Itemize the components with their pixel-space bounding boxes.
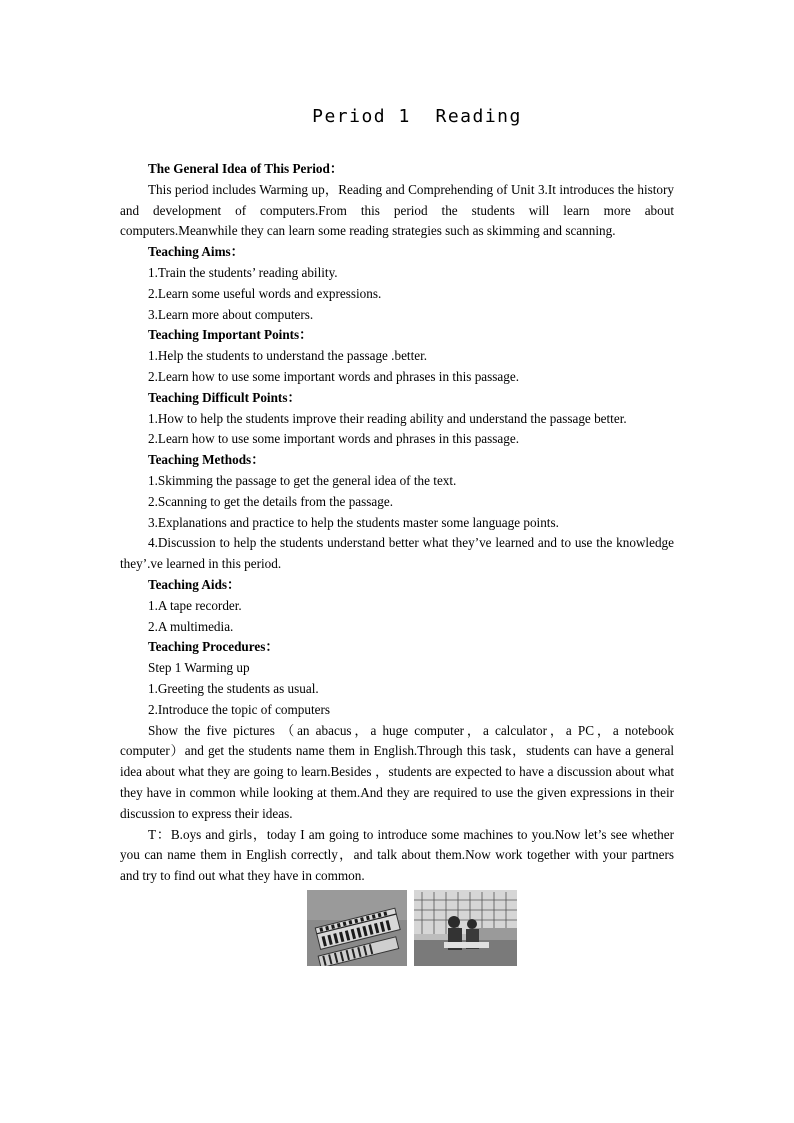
list-item: 1.A tape recorder.	[148, 597, 242, 613]
document-body	[120, 159, 674, 887]
teaching-aids-heading: Teaching Aids：	[148, 576, 241, 592]
teaching-aims-heading: Teaching Aims：	[148, 244, 244, 260]
list-item: 1.Train the students’ reading ability.	[148, 264, 338, 280]
page-title: Period 1 Reading	[312, 106, 522, 127]
list-item: 1.How to help the students improve their reading ability and understand the passage better.	[148, 410, 627, 426]
list-item: 2.Scanning to get the details from the passage.	[148, 493, 394, 509]
list-item: 1.Help the students to understand the passage .better.	[148, 348, 428, 364]
photo-strip	[307, 890, 517, 966]
general-idea-text: This period includes Warming up，Reading and Comprehending of Unit 3.It introduces the history and development of computers.From this period the students will learn more about computers.Meanwhile they can learn some reading strategies such as skimming and scanning.	[120, 181, 674, 239]
teaching-procedures-heading: Teaching Procedures：	[148, 639, 279, 655]
list-item: 3.Learn more about computers.	[148, 306, 314, 322]
list-item: 1.Greeting the students as usual.	[148, 680, 319, 696]
list-item: 2.Introduce the topic of computers	[148, 701, 331, 717]
step-label: Step 1 Warming up	[148, 660, 250, 676]
important-points-heading: Teaching Important Points：	[148, 327, 313, 343]
abacus-photo	[307, 890, 407, 966]
dialogue-paragraph: T：B.oys and girls，today I am going to introduce some machines to you.Now let’s see whether you can name them in English correctly，and talk about them.Now work together with your partners and try to find out what they have in common.	[120, 826, 674, 884]
early-computer-photo	[414, 890, 517, 966]
list-item: 2.Learn how to use some important words and phrases in this passage.	[148, 431, 520, 447]
list-item: 3.Explanations and practice to help the students master some language points.	[148, 514, 559, 530]
list-item: 2.Learn some useful words and expressions.	[148, 285, 382, 301]
list-item: 4.Discussion to help the students understand better what they’ve learned and to use the knowledge they’.ve learned in this period.	[120, 535, 674, 572]
list-item: 1.Skimming the passage to get the general idea of the text.	[148, 472, 457, 488]
list-item: 2.Learn how to use some important words and phrases in this passage.	[148, 368, 520, 384]
general-idea-heading: The General Idea of This Period：	[148, 161, 344, 176]
teaching-methods-heading: Teaching Methods：	[148, 452, 265, 468]
procedure-paragraph: Show the five pictures （an abacus，a huge computer，a calculator，a PC，a notebook computer）and get the students name them in English.Through this task，students can have a general idea about what they are going to learn.Besides ，students are expected to have a discussion about what they have in common while looking at them.And they are required to use the given expressions in their discussion to express their ideas.	[120, 722, 674, 821]
difficult-points-heading: Teaching Difficult Points：	[148, 389, 301, 405]
list-item: 2.A multimedia.	[148, 618, 234, 634]
